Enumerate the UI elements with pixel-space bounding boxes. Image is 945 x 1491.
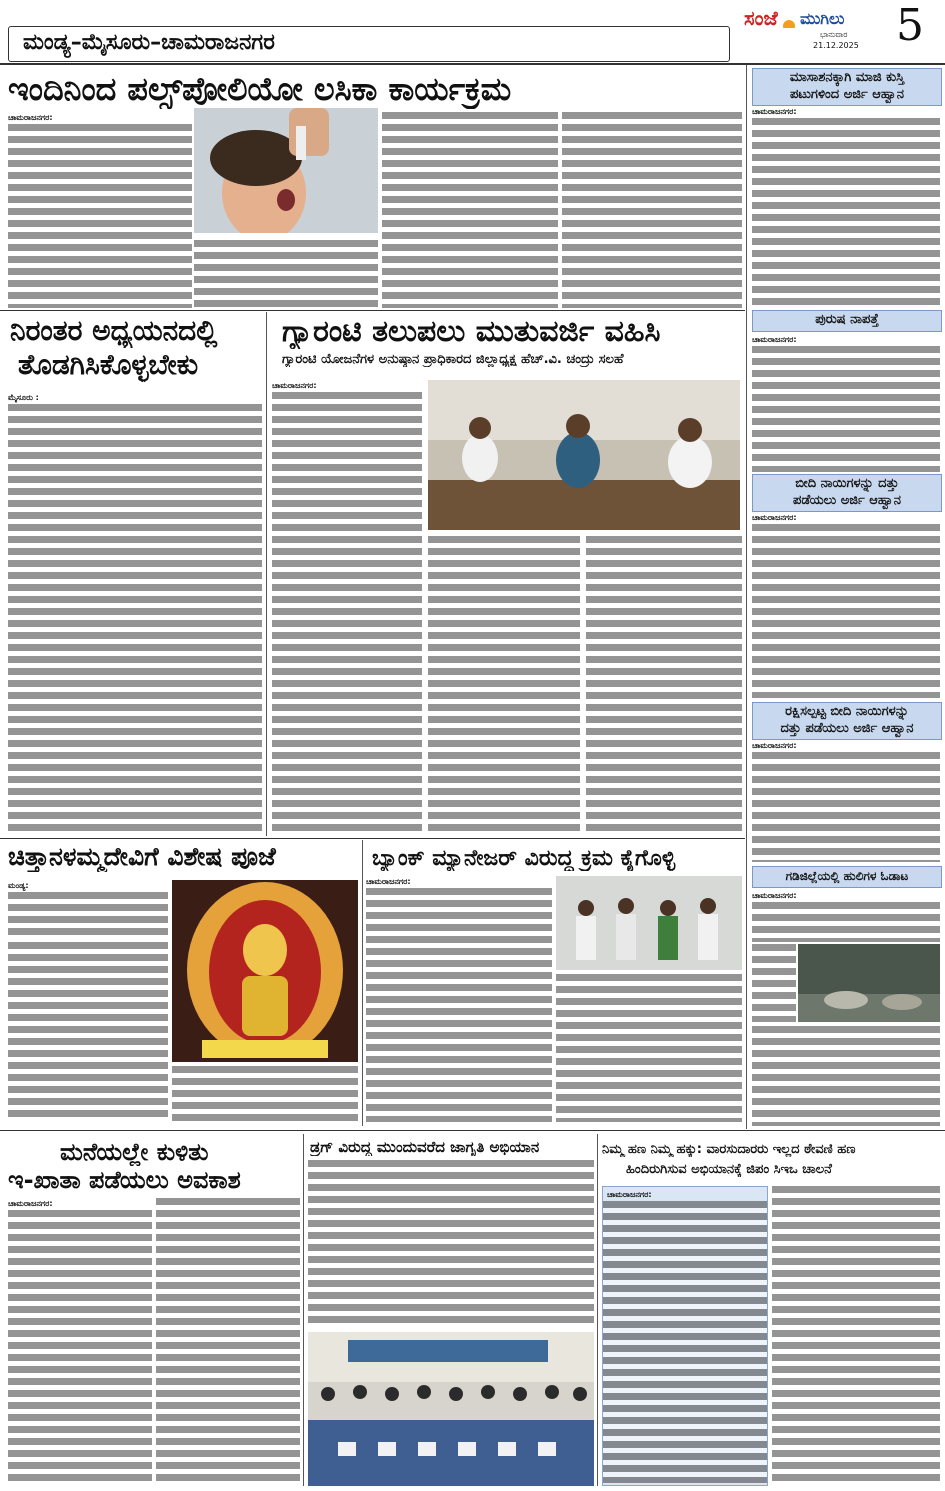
sidebar-dogs-1-title-2: ಪಡೆಯಲು ಅರ್ಜಿ ಆಹ್ವಾನ	[792, 493, 902, 508]
ekhata-col-1	[8, 1198, 152, 1486]
money-headline-2: ಹಿಂದಿರುಗಿಸುವ ಅಭಿಯಾನಕ್ಕೆ ಜಿಪಂ ಸಿಇಒ ಚಾಲನೆ	[626, 1162, 832, 1177]
bank-protest-photo	[556, 876, 742, 970]
bank-byline: ಚಾಮರಾಜನಗರ:	[366, 877, 411, 886]
sidebar-dogs-2-title-1: ರಕ್ಷಿಸಲ್ಪಟ್ಟ ಬೀದಿ ನಾಯಿಗಳನ್ನು	[785, 704, 909, 719]
polio-byline: ಚಾಮರಾಜನಗರ:	[8, 113, 53, 122]
polio-col-3	[382, 112, 558, 308]
sidebar-elephant-body-bottom	[752, 1026, 940, 1126]
sidebar-pension-title-2: ಪಟುಗಳಿಂದ ಅರ್ಜಿ ಆಹ್ವಾನ	[789, 87, 905, 102]
money-col-2	[772, 1186, 940, 1486]
bank-col-1	[366, 876, 552, 1122]
sidebar-elephant-body-left	[752, 944, 796, 1022]
guarantee-col-1	[272, 380, 422, 832]
issue-day: ಭಾನುವಾರ	[820, 30, 848, 39]
ekhata-headline-1: ಮನೆಯಲ್ಲೇ ಕುಳಿತು	[60, 1138, 209, 1166]
sidebar-elephant-byline: ಚಾಮರಾಜನಗರ:	[752, 891, 797, 900]
sidebar-dogs-2-body	[752, 740, 940, 862]
polio-col-1	[8, 112, 192, 308]
pooja-col-1-top	[8, 880, 168, 940]
sidebar-pension-byline: ಚಾಮರಾಜನಗರ:	[752, 107, 797, 116]
polio-headline: ಇಂದಿನಿಂದ ಪಲ್ಸ್‌ಪೋಲಿಯೋ ಲಸಿಕಾ ಕಾರ್ಯಕ್ರಮ	[8, 70, 512, 108]
brand-left: ಸಂಜೆ	[744, 6, 778, 30]
sidebar-pension-title	[752, 68, 942, 106]
sun-icon	[780, 16, 798, 28]
study-headline-2: ತೊಡಗಿಸಿಕೊಳ್ಳಬೇಕು	[18, 348, 199, 381]
guarantee-headline: ಗ್ಯಾರಂಟಿ ತಲುಪಲು ಮುತುವರ್ಜಿ ವಹಿಸಿ	[282, 314, 661, 349]
study-headline-1: ನಿರಂತರ ಅಧ್ಯಯನದಲ್ಲಿ	[10, 314, 218, 347]
guarantee-col-3	[586, 536, 742, 832]
region-title-strip	[8, 26, 730, 62]
polio-col-4	[562, 112, 742, 308]
bank-headline: ಬ್ಯಾಂಕ್ ಮ್ಯಾನೇಜರ್ ವಿರುದ್ಧ ಕ್ರಮ ಕೈಗೊಳ್ಳಿ	[372, 846, 676, 871]
bank-bottom-rule	[0, 1130, 945, 1131]
ekhata-headline-2: ಇ-ಖಾತಾ ಪಡೆಯಲು ಅವಕಾಶ	[8, 1166, 241, 1194]
brand-logo	[738, 4, 888, 34]
sidebar-missing-body	[752, 334, 940, 472]
sidebar-tiger-photo	[798, 944, 940, 1022]
sidebar-missing-title: ಪುರುಷ ನಾಪತ್ತೆ	[752, 310, 942, 332]
sidebar-elephant-title: ಗಡಿಜಿಲ್ಲೆಯಲ್ಲಿ ಹುಲಿಗಳ ಓಡಾಟ	[752, 866, 942, 888]
polio-bottom-rule	[0, 310, 745, 311]
pooja-bank-divider	[362, 840, 363, 1126]
sidebar-dogs-1-byline: ಚಾಮರಾಜನಗರ:	[752, 513, 797, 522]
sidebar-dogs-1-body	[752, 512, 940, 698]
drugs-group-photo	[308, 1332, 594, 1486]
region-title: ಮಂಡ್ಯ–ಮೈಸೂರು–ಚಾಮರಾಜನಗರ	[23, 30, 275, 55]
sidebar-dogs-2-title-2: ದತ್ತು ಪಡೆಯಲು ಅರ್ಜಿ ಆಹ್ವಾನ	[780, 721, 914, 736]
sidebar-divider	[746, 65, 747, 1129]
guarantee-subhead: ಗ್ಯಾರಂಟಿ ಯೋಜನೆಗಳ ಅನುಷ್ಠಾನ ಪ್ರಾಧಿಕಾರದ ಜಿಲ್ಲಾಧ್ಯಕ್ಷ ಹೆಚ್.ವಿ. ಚಂದ್ರು ಸಲಹೆ	[282, 352, 624, 367]
sidebar-pension-body	[752, 106, 940, 306]
brand-right: ಮುಗಿಲು	[800, 9, 845, 28]
issue-date: 21.12.2025	[813, 41, 859, 50]
polio-photo	[194, 108, 378, 233]
money-byline: ಚಾಮರಾಜನಗರ:	[607, 1190, 652, 1199]
sidebar-dogs-2-title	[752, 702, 942, 740]
pooja-col-below-photo	[172, 1066, 358, 1122]
masthead-rule	[0, 63, 945, 65]
study-guarantee-divider	[266, 312, 267, 836]
drugs-body	[308, 1160, 594, 1328]
polio-col-2-below-photo	[194, 240, 378, 308]
bank-col-2	[556, 974, 742, 1122]
ekhata-byline: ಚಾಮರಾಜನಗರ:	[8, 1199, 53, 1208]
sidebar-pension-title-1: ಮಾಸಾಶನಕ್ಕಾಗಿ ಮಾಜಿ ಕುಸ್ತಿ	[789, 70, 905, 85]
pooja-headline: ಚಿತ್ತಾನಳಮ್ಮದೇವಿಗೆ ವಿಶೇಷ ಪೂಜೆ	[8, 842, 276, 871]
pooja-body	[8, 942, 168, 1122]
guarantee-col-2	[428, 536, 580, 832]
sidebar-dogs-1-title	[752, 474, 942, 512]
pooja-deity-photo	[172, 880, 358, 1062]
page-number: 5	[896, 0, 924, 51]
sidebar-elephant-body-top	[752, 890, 940, 942]
ekhata-drugs-divider	[303, 1134, 304, 1486]
study-byline: ಮೈಸೂರು :	[8, 393, 39, 402]
guarantee-meeting-photo	[428, 380, 740, 530]
guarantee-bottom-rule	[0, 838, 745, 839]
money-headline-1: ನಿಮ್ಮ ಹಣ ನಿಮ್ಮ ಹಕ್ಕು: ವಾರಸುದಾರರು ಇಲ್ಲದ ಠೇವಣಿ ಹಣ	[602, 1142, 856, 1157]
money-shaded-box	[602, 1186, 768, 1486]
drugs-headline: ಡ್ರಗ್ ವಿರುದ್ಧ ಮುಂದುವರೆದ ಜಾಗೃತಿ ಅಭಿಯಾನ	[310, 1138, 540, 1156]
sidebar-missing-byline: ಚಾಮರಾಜನಗರ:	[752, 335, 797, 344]
guarantee-byline: ಚಾಮರಾಜನಗರ:	[272, 381, 317, 390]
study-body	[8, 392, 262, 832]
ekhata-col-2	[156, 1198, 300, 1486]
sidebar-dogs-2-byline: ಚಾಮರಾಜನಗರ:	[752, 741, 797, 750]
sidebar-dogs-1-title-1: ಬೀದಿ ನಾಯಿಗಳನ್ನು ದತ್ತು	[795, 476, 899, 491]
pooja-byline: ಮಂಡ್ಯ:	[8, 881, 29, 890]
drugs-money-divider	[597, 1134, 598, 1486]
